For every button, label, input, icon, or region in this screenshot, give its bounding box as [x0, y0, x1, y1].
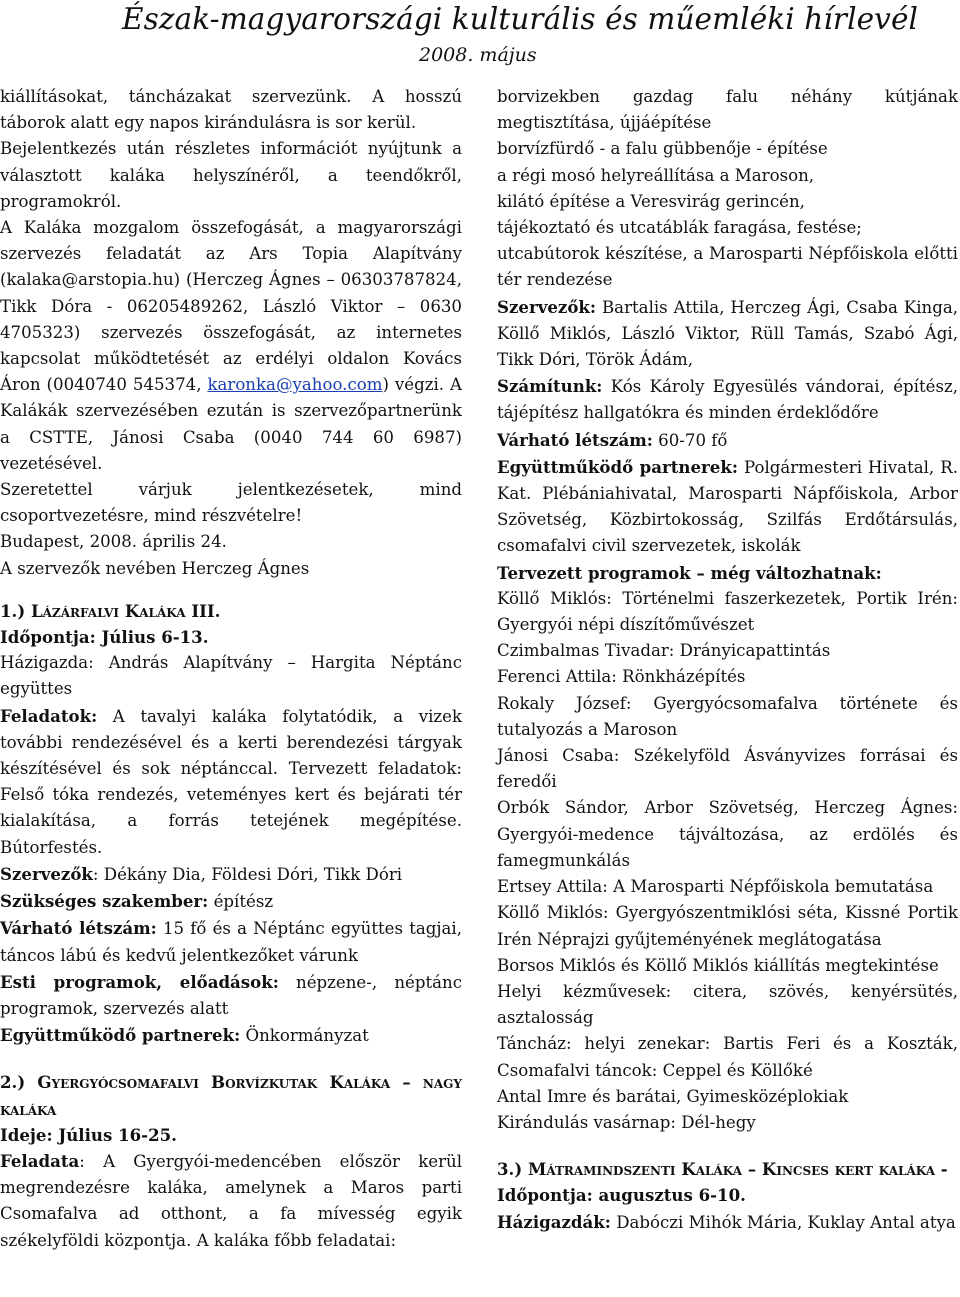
- task-line: borvízfürdő - a falu gübbenője - építése: [497, 139, 828, 159]
- section-1-organizers: Szervezők: Dékány Dia, Földesi Dóri, Tikk Dóri: [0, 863, 403, 884]
- evening-label: Esti programok, előadások:: [0, 971, 279, 992]
- paragraph-organizers: [0, 215, 462, 477]
- partners-label: Együttműködő partnerek:: [497, 456, 738, 477]
- section-3-heading: 3.) Mátramindszenti Kaláka – Kincses kert kaláka -: [497, 1159, 948, 1180]
- program-item: Jánosi Csaba: Székelyföld Ásványvizes forrásai és feredői: [497, 746, 958, 792]
- program-item: Czimbalmas Tivadar: Drányicapattintás: [497, 641, 831, 661]
- section-1-evening: Esti programok, előadások: népzene-, néptánc programok, szervezés alatt: [0, 971, 462, 1018]
- program-item: Rokaly József: Gyergyócsomafalva története és tutalyozás a Maroson: [497, 693, 958, 739]
- task-line: a régi mosó helyreállítása a Maroson,: [497, 165, 815, 185]
- section-1-headcount: Várható létszám: 15 fő és a Néptánc együttes tagjai, táncos lábú és kedvű jelentkezőket várunk: [0, 918, 462, 965]
- section-3-date: Időpontja: augusztus 6-10.: [497, 1185, 746, 1206]
- program-item: Orbók Sándor, Arbor Szövetség, Herczeg Ágnes: Gyergyói-medence tájváltozása, az erdölés és famegmunkálás: [497, 798, 958, 870]
- section-1-date: Időpontja: Július 6-13.: [0, 627, 209, 648]
- program-item: Kirándulás vasárnap: Dél-hegy: [497, 1112, 756, 1132]
- expect-label: Számítunk:: [497, 376, 603, 397]
- program-item: Köllő Miklós: Történelmi faszerkezetek, Portik Irén: Gyergyói népi díszítőművészet: [497, 588, 958, 635]
- organizers-label: Szervezők:: [497, 296, 597, 317]
- program-item: Táncház: helyi zenekar: Bartis Feri és a Koszták, Csomafalvi táncok: Ceppel és Köllőké: [497, 1034, 958, 1080]
- program-item: Köllő Miklós: Gyergyószentmiklósi séta, Kissné Portik Irén Néprajzi gyűjteményének meglátogatása: [497, 903, 958, 949]
- section-2-task: Feladata: A Gyergyói-medencében először kerül megrendezésre kaláka, amelynek a Maros parti Csomafalva ad otthont, a fa mívesség egyik székelyföldi központja. A kaláka főbb feladatai:: [0, 1150, 462, 1250]
- program-item: Ferenci Attila: Rönkházépítés: [497, 667, 746, 687]
- programs-label: Tervezett programok – még változhatnak:: [497, 562, 882, 583]
- section-2-expect: Számítunk: Kós Károly Egyesülés vándorai, építész, tájépítész hallgatókra és minden érdeklődőre: [497, 376, 958, 423]
- organizers-label: Szervezők: [0, 863, 93, 884]
- section-2-date: Ideje: Július 16-25.: [0, 1124, 177, 1145]
- expert-label: Szükséges szakember:: [0, 891, 209, 912]
- section-2-heading: 2.) Gyergyócsomafalvi Borvízkutak Kaláka – nagy kaláka: [0, 1072, 462, 1119]
- section-2-headcount: Várható létszám: 60-70 fő: [497, 429, 728, 450]
- program-item: Antal Imre és barátai, Gyimesközéplokiak: [497, 1086, 849, 1106]
- hosts-label: Házigazdák:: [497, 1211, 611, 1232]
- email-link[interactable]: karonka@yahoo.com: [207, 375, 383, 395]
- task-line: kilátó építése a Veresvirág gerincén,: [497, 191, 805, 211]
- signature-line: A szervezők nevében Herczeg Ágnes: [0, 558, 310, 578]
- organizers-text-a: A Kaláka mozgalom összefogását, a magyarországi szervezés feladatát az Ars Topia Alapítvány (kalaka@arstopia.hu) (Herczeg Ágnes – 06303787824, Tikk Dóra - 06205489262, László Viktor – 0630 4705323) szervezés összefogását, az internetes kapcsolat működtetését az erdélyi oldalon Kovács Áron (0040740 545374,: [0, 218, 462, 395]
- task-line: utcabútorok készítése, a Marosparti Népfőiskola előtti tér rendezése: [497, 244, 958, 290]
- partners-label: Együttműködő partnerek:: [0, 1025, 241, 1046]
- left-column: [0, 84, 462, 1254]
- section-1-heading: 1.) Lázárfalvi Kaláka III.: [0, 600, 221, 621]
- newsletter-title: Észak-magyarországi kulturális és műemléki hírlevél: [122, 2, 919, 36]
- organizers-text-b: ) végzi. A Kalákák szervezésében ezután is szervezőpartnerünk a CSTTE, Jánosi Csaba (0040 744 60 6987) vezetésével.: [0, 375, 462, 473]
- paragraph-invitation: Szeretettel várjuk jelentkezésetek, mind csoportvezetésre, mind részvételre!: [0, 480, 462, 526]
- section-1-expert: Szükséges szakember: építész: [0, 891, 274, 912]
- tasks-label: Feladatok:: [0, 705, 98, 726]
- paragraph-registration: Bejelentkezés után részletes információt nyújtunk a választott kaláka helyszínéről, a teendőkről, programokról.: [0, 139, 462, 211]
- task-line: tájékoztató és utcatáblák faragása, festése;: [497, 218, 862, 238]
- section-1-host: Házigazda: András Alapítvány – Hargita Néptánc együttes: [0, 653, 462, 699]
- section-1-tasks: Feladatok: A tavalyi kaláka folytatódik, a vizek további rendezésével és a kerti berendezési tárgyak készítésével és sok néptánccal. Tervezett feladatok: Felső tóka rendezés, veteményes kert és bejárati tér kialakítása, a forrás tetejének megépítése. Bútorfestés.: [0, 705, 462, 857]
- section-2-organizers: Szervezők: Bartalis Attila, Herczeg Ági, Csaba Kinga, Köllő Miklós, László Viktor, Rüll Tamás, Szabó Ági, Tikk Dóri, Török Ádám,: [497, 296, 958, 370]
- section-1-partners: Együttműködő partnerek: Önkormányzat: [0, 1025, 369, 1046]
- headcount-label: Várható létszám:: [0, 918, 157, 939]
- section-2-partners: Együttműködő partnerek: Polgármesteri Hivatal, R. Kat. Plébániahivatal, Marosparti Nápfőiskola, Arbor Szövetség, Közbirtokosság, Szilfás Erdőtársulás, csomafalvi civil szervezetek, iskolák: [497, 456, 958, 556]
- task-line: borvizekben gazdag falu néhány kútjának megtisztítása, újjáépítése: [497, 87, 958, 133]
- place-date: Budapest, 2008. április 24.: [0, 532, 227, 552]
- newsletter-header: [0, 0, 960, 80]
- right-column: [497, 84, 958, 1236]
- task-label: Feladata: [0, 1150, 80, 1171]
- paragraph-camps: kiállításokat, táncházakat szervezünk. A hosszú táborok alatt egy napos kirándulásra is sor kerül.: [0, 87, 462, 133]
- issue-date: 2008. május: [419, 44, 537, 66]
- program-item: Helyi kézművesek: citera, szövés, kenyérsütés, asztalosság: [497, 981, 958, 1028]
- program-item: Ertsey Attila: A Marosparti Népfőiskola bemutatása: [497, 877, 934, 897]
- program-item: Borsos Miklós és Köllő Miklós kiállítás megtekintése: [497, 955, 939, 975]
- headcount-label: Várható létszám:: [497, 429, 653, 450]
- section-3-hosts: Házigazdák: Dabóczi Mihók Mária, Kuklay Antal atya: [497, 1211, 956, 1232]
